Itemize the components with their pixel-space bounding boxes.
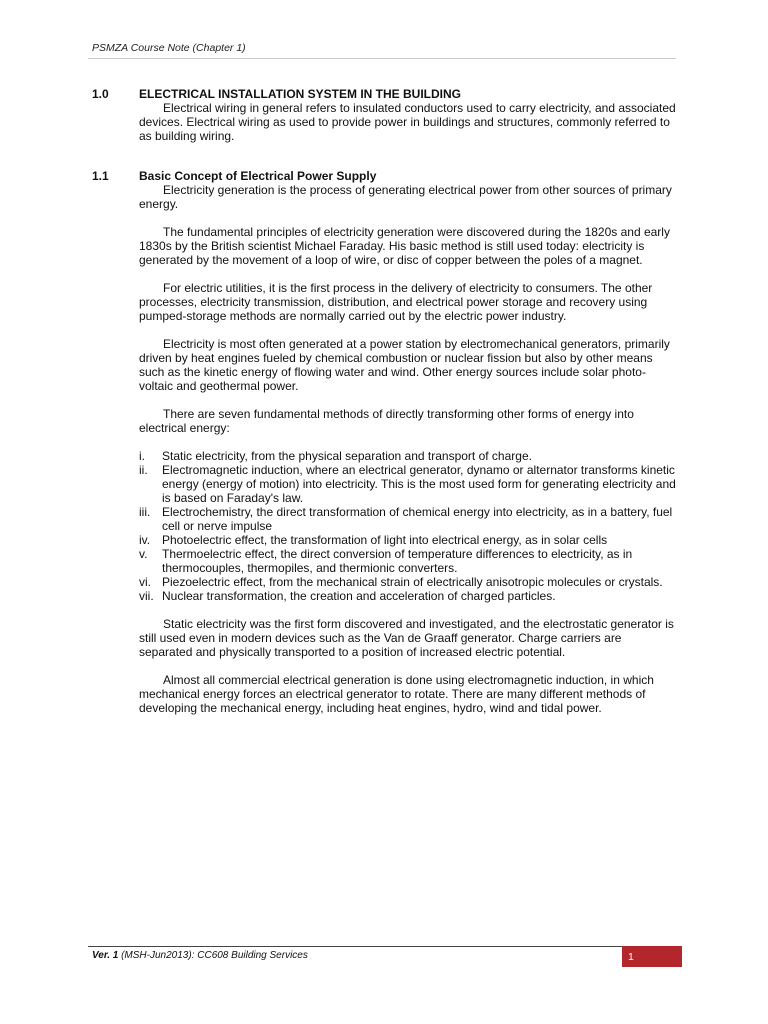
list-item xyxy=(139,547,676,575)
section-1-1-body xyxy=(92,183,676,715)
section-title: ELECTRICAL INSTALLATION SYSTEM IN THE BUILDING xyxy=(139,87,461,101)
paragraph: The fundamental principles of electricity generation were discovered during the 1820s and early 1830s by the British scientist Michael Faraday. His basic method is still used today: electricity is generated by the movement of a loop of wire, or disc of copper between the poles of a magnet. xyxy=(139,225,670,267)
footer-version: Ver. 1 xyxy=(92,950,119,961)
list-item-text: Electrochemistry, the direct transformation of chemical energy into electricity, as in a battery, fuel cell or nerve impulse xyxy=(162,505,673,533)
footer-divider xyxy=(88,946,682,947)
footer-detail: (MSH-Jun2013): CC608 Building Services xyxy=(118,950,308,961)
paragraph: Almost all commercial electrical generation is done using electromagnetic induction, in which mechanical energy forces an electrical generator to rotate. There are many different methods of developing the mechanical energy, including heat engines, hydro, wind and tidal power. xyxy=(139,673,654,715)
header-divider xyxy=(88,58,676,59)
page-content xyxy=(92,87,676,729)
paragraph: Electrical wiring in general refers to insulated conductors used to carry electricity, and associated devices. Electrical wiring as used to provide power in buildings and structures, commonly referred to as building wiring. xyxy=(139,101,676,143)
list-item xyxy=(139,589,676,603)
paragraph: There are seven fundamental methods of directly transforming other forms of energy into electrical energy: xyxy=(139,407,634,435)
list-item-text: Electromagnetic induction, where an electrical generator, dynamo or alternator transforms kinetic energy (energy of motion) into electricity. This is the most used form for generating electricity and is based on Faraday's law. xyxy=(162,463,676,505)
section-1-1-heading xyxy=(92,169,676,183)
page-number-badge xyxy=(622,946,682,967)
list-item xyxy=(139,449,676,463)
list-item xyxy=(139,505,676,533)
list-numeral: v. xyxy=(139,547,148,561)
paragraph: Electricity is most often generated at a power station by electromechanical generators, primarily driven by heat engines fueled by chemical combustion or nuclear fission but also by other means such as the kinetic energy of flowing water and wind. Other energy sources include solar photo-voltaic and geothermal power. xyxy=(139,337,670,393)
section-number: 1.1 xyxy=(92,169,109,183)
energy-methods-list xyxy=(139,449,676,603)
list-item-text: Photoelectric effect, the transformation of light into electrical energy, as in solar cells xyxy=(162,533,608,547)
list-item xyxy=(139,463,676,505)
paragraph: Electricity generation is the process of generating electrical power from other sources of primary energy. xyxy=(139,183,672,211)
footer-text xyxy=(92,950,308,961)
list-numeral: iii. xyxy=(139,505,151,519)
list-numeral: i. xyxy=(139,449,145,463)
section-1-0-body xyxy=(92,101,676,143)
list-item xyxy=(139,533,676,547)
paragraph: For electric utilities, it is the first process in the delivery of electricity to consumers. The other processes, electricity transmission, distribution, and electrical power storage and recovery using pumped-storage methods are normally carried out by the electric power industry. xyxy=(139,281,653,323)
list-numeral: ii. xyxy=(139,463,148,477)
list-item-text: Static electricity, from the physical separation and transport of charge. xyxy=(162,449,532,463)
list-item-text: Thermoelectric effect, the direct conversion of temperature differences to electricity, as in thermocouples, thermopiles, and thermionic converters. xyxy=(162,547,633,575)
list-numeral: vi. xyxy=(139,575,151,589)
paragraph: Static electricity was the first form discovered and investigated, and the electrostatic generator is still used even in modern devices such as the Van de Graaff generator. Charge carriers are separated and physically transported to a position of increased electric potential. xyxy=(139,617,674,659)
list-item xyxy=(139,575,676,589)
list-numeral: vii. xyxy=(139,589,154,603)
list-numeral: iv. xyxy=(139,533,151,547)
page-number: 1 xyxy=(628,951,634,963)
section-1-0-heading xyxy=(92,87,676,101)
section-number: 1.0 xyxy=(92,87,109,101)
running-header: PSMZA Course Note (Chapter 1) xyxy=(92,42,246,54)
list-item-text: Nuclear transformation, the creation and acceleration of charged particles. xyxy=(162,589,556,603)
list-item-text: Piezoelectric effect, from the mechanical strain of electrically anisotropic molecules or crystals. xyxy=(162,575,663,589)
section-title: Basic Concept of Electrical Power Supply xyxy=(139,169,377,183)
